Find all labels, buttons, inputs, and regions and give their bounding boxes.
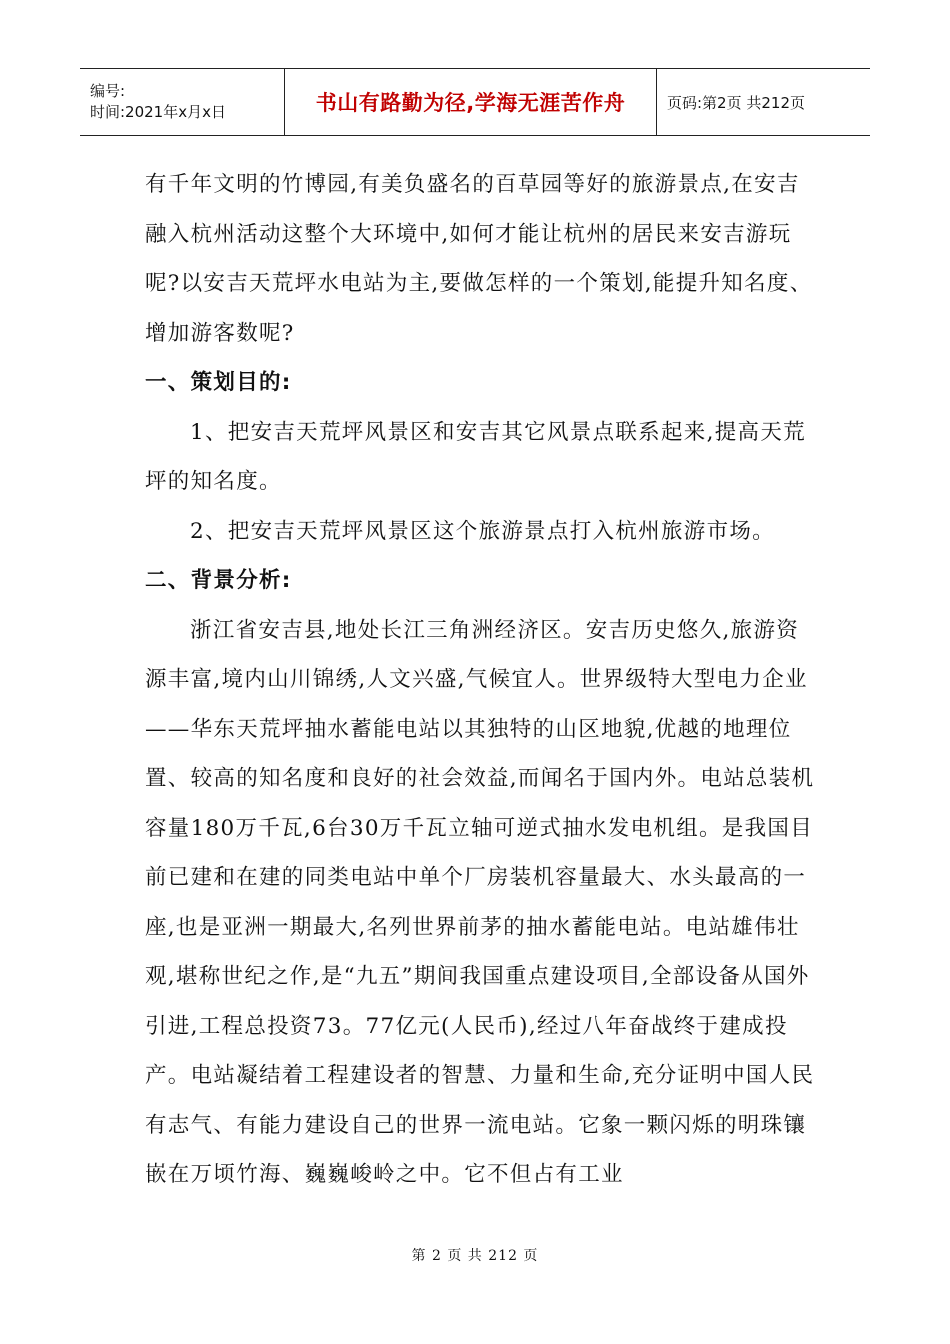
goal-item-1: 1、把安吉天荒坪风景区和安吉其它风景点联系起来,提高天荒坪的知名度。: [145, 419, 806, 494]
intro-paragraph: 有千年文明的竹博园,有美负盛名的百草园等好的旅游景点,在安吉融入杭州活动这整个大环境中,如何才能让杭州的居民来安吉游玩呢?以安吉天荒坪水电站为主,要做怎样的一个策划,能提升知名度、增加游客数呢?: [145, 172, 813, 346]
header-page-cell: [657, 69, 870, 135]
goal-item-2: 2、把安吉天荒坪风景区这个旅游景点打入杭州旅游市场。: [190, 518, 775, 544]
header-meta-cell: [80, 69, 285, 135]
section-heading-purpose: 一、策划目的:: [145, 370, 292, 395]
page-header: [80, 68, 870, 136]
document-time-label: 时间:2021年x月x日: [90, 103, 226, 121]
page-footer: 第 2 页 共 212 页: [411, 1248, 539, 1264]
header-page-info: 页码:第2页 共212页: [667, 93, 805, 112]
header-motto: 书山有路勤为径,学海无涯苦作舟: [315, 91, 626, 115]
header-motto-cell: [285, 69, 657, 135]
document-body: [145, 160, 815, 1200]
background-paragraph: 浙江省安吉县,地处长江三角洲经济区。安吉历史悠久,旅游资源丰富,境内山川锦绣,人文兴盛,气候宜人。世界级特大型电力企业——华东天荒坪抽水蓄能电站以其独特的山区地貌,优越的地理位置、较高的知名度和良好的社会效益,而闻名于国内外。电站总装机容量180万千瓦,6台30万千瓦立轴可逆式抽水发电机组。是我国目前已建和在建的同类电站中单个厂房装机容量最大、水头最高的一座,也是亚洲一期最大,名列世界前茅的抽水蓄能电站。电站雄伟壮观,堪称世纪之作,是“九五”期间我国重点建设项目,全部设备从国外引进,工程总投资73。77亿元(人民币),经过八年奋战终于建成投产。电站凝结着工程建设者的智慧、力量和生命,充分证明中国人民有志气、有能力建设自己的世界一流电站。它象一颗闪烁的明珠镶嵌在万顷竹海、巍巍峻岭之中。它不但占有工业: [145, 617, 815, 1187]
section-heading-background: 二、背景分析:: [145, 568, 292, 593]
document-number-label: 编号:: [90, 82, 126, 100]
